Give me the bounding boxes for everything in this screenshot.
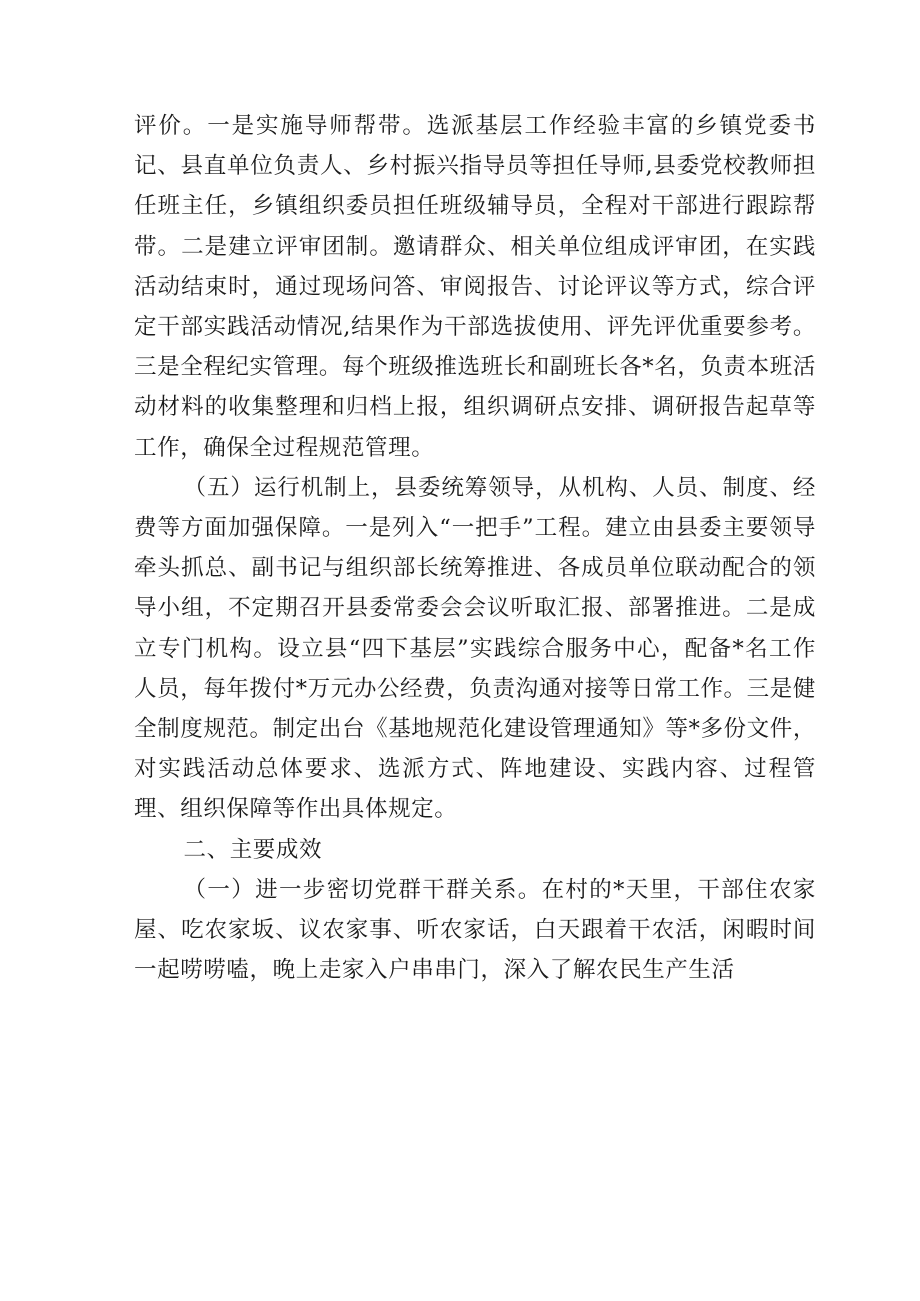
paragraph-operation-mechanism: （五）运行机制上，县委统筹领导，从机构、人员、制度、经费等方面加强保障。一是列入“一把手”工程。建立由县委主要领导牵头抓总、副书记与组织部长统筹推进、各成员单位联动配合的领导小组，不定期召开县委常委会会议听取汇报、部署推进。二是成立专门机构。设立县“四下基层”实践综合服务中心，配备*名工作人员，每年拨付*万元办公经费，负责沟通对接等日常工作。三是健全制度规范。制定出台《基地规范化建设管理通知》等*多份文件，对实践活动总体要求、选派方式、阵地建设、实践内容、过程管理、组织保障等作出具体规定。 bbox=[134, 474, 816, 823]
paragraph-evaluation-mechanism: 评价。一是实施导师帮带。选派基层工作经验丰富的乡镇党委书记、县直单位负责人、乡村振兴指导员等担任导师,县委党校教师担任班主任，乡镇组织委员担任班级辅导员，全程对干部进行跟踪帮带。二是建立评审团制。邀请群众、相关单位组成评审团，在实践活动结束时，通过现场问答、审阅报告、讨论评议等方式，综合评定干部实践活动情况,结果作为干部选拔使用、评先评优重要参考。三是全程纪实管理。每个班级推选班长和副班长各*名，负责本班活动材料的收集整理和归档上报，组织调研点安排、调研报告起草等工作，确保全过程规范管理。 bbox=[134, 113, 816, 461]
section-heading-main-results: 二、主要成效 bbox=[183, 836, 323, 863]
paragraph-party-relations: （一）进一步密切党群干群关系。在村的*天里，干部住农家屋、吃农家坂、议农家事、听农家话，白天跟着干农活，闲暇时间一起唠唠嗑，晚上走家入户串串门，深入了解农民生产生活 bbox=[134, 876, 816, 984]
